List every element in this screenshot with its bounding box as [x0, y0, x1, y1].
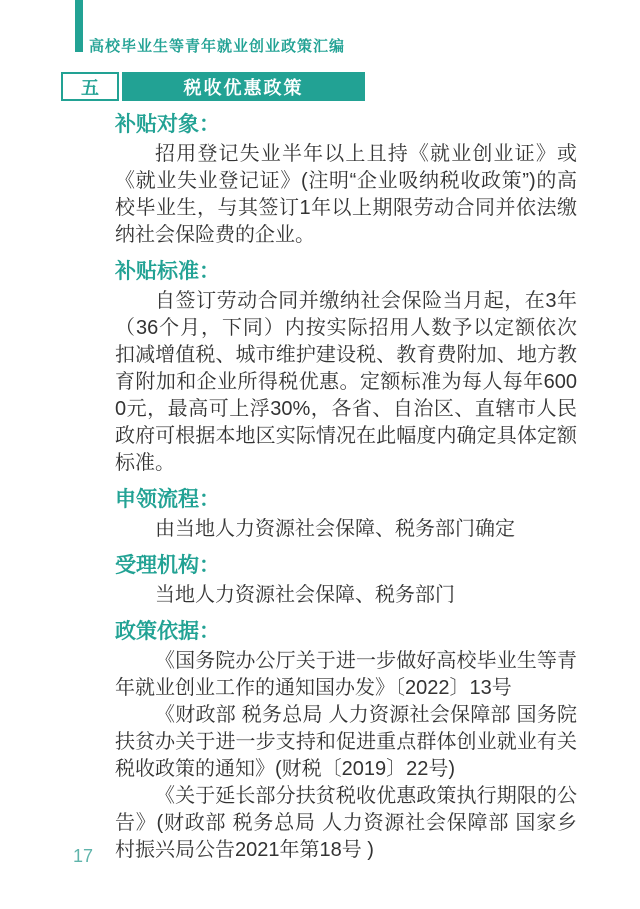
section-accepting-agency	[115, 553, 577, 609]
section-title: 税收优惠政策	[122, 72, 365, 101]
section-application-process	[115, 487, 577, 543]
page-number: 17	[73, 846, 94, 866]
section-paragraph: 当地人力资源社会保障、税务部门	[155, 584, 455, 606]
section-paragraph: 由当地人力资源社会保障、税务部门确定	[155, 518, 515, 540]
section-paragraph: 《国务院办公厅关于进一步做好高校毕业生等青年就业创业工作的通知国办发》〔2022〕13号	[115, 650, 577, 699]
header-accent-bar	[75, 0, 83, 52]
section-paragraph: 《财政部 税务总局 人力资源社会保障部 国务院扶贫办关于进一步支持和促进重点群体创业就业有关税收政策的通知》(财税〔2019〕22号)	[115, 704, 577, 780]
section-heading: 补贴对象：	[115, 113, 220, 136]
section-paragraph: 招用登记失业半年以上且持《就业创业证》或《就业失业登记证》(注明“企业吸纳税收政策”)的高校毕业生，与其签订1年以上期限劳动合同并依法缴纳社会保险费的企业。	[115, 143, 577, 246]
section-paragraph: 《关于延长部分扶贫税收优惠政策执行期限的公告》(财政部 税务总局 人力资源社会保障部 国家乡村振兴局公告2021年第18号 )	[115, 785, 577, 861]
section-subsidy-target	[115, 112, 577, 249]
section-paragraph: 自签订劳动合同并缴纳社会保险当月起，在3年（36个月，下同）内按实际招用人数予以定额依次扣减增值税、城市维护建设税、教育费附加、地方教育附加和企业所得税优惠。定额标准为每人每年6000元，最高可上浮30%，各省、自治区、直辖市人民政府可根据本地区实际情况在此幅度内确定具体定额标准。	[115, 290, 577, 474]
section-banner	[61, 72, 365, 101]
content-area	[115, 112, 577, 864]
section-subsidy-standard	[115, 259, 577, 477]
section-heading: 补贴标准：	[115, 260, 220, 283]
document-header-title: 高校毕业生等青年就业创业政策汇编	[89, 38, 346, 55]
section-heading: 申领流程：	[115, 488, 220, 511]
section-heading: 受理机构：	[115, 554, 220, 577]
section-heading: 政策依据：	[115, 620, 220, 643]
section-number: 五	[61, 72, 119, 101]
section-policy-basis	[115, 619, 577, 864]
